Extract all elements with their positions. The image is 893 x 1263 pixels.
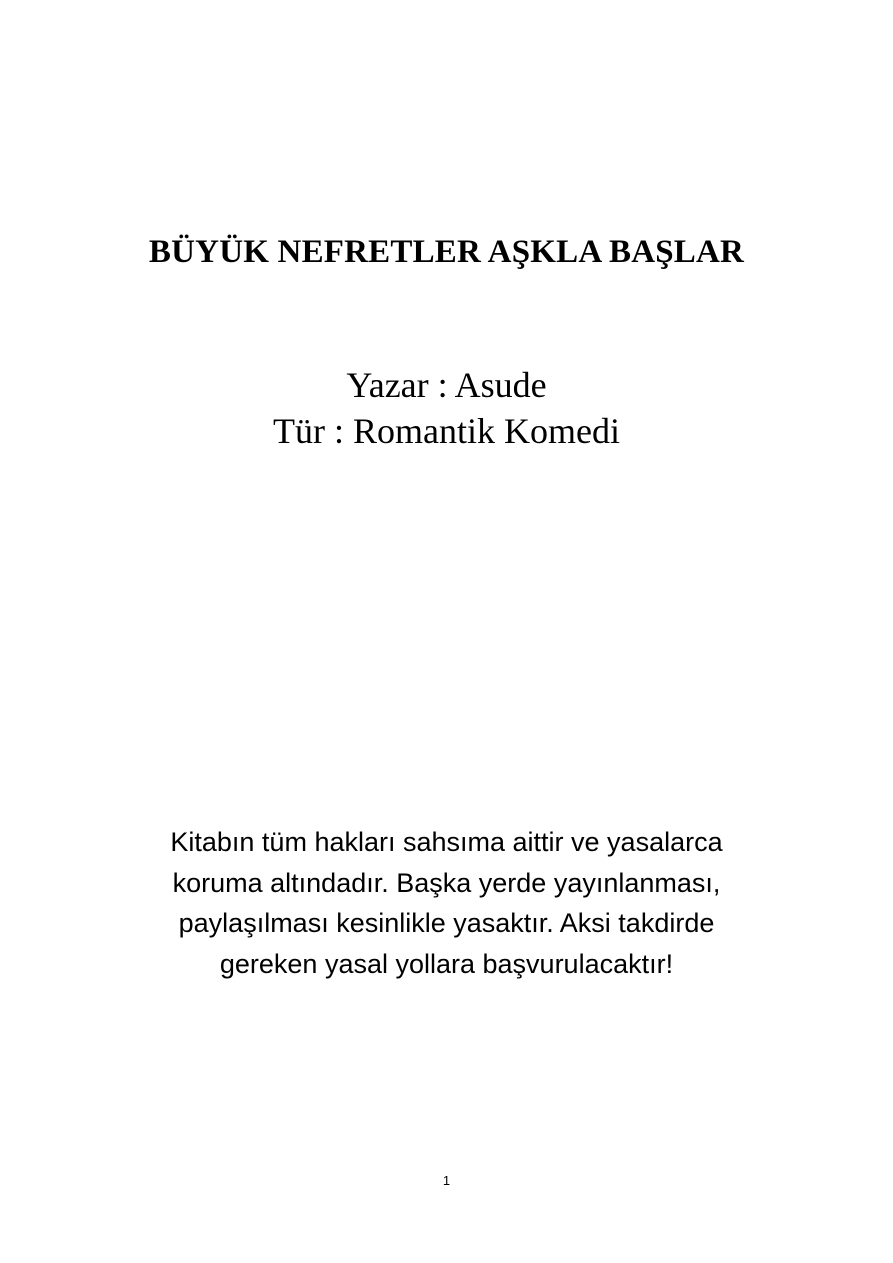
copyright-line: koruma altındadır. Başka yerde yayınlanması,	[172, 867, 721, 898]
page-number: 1	[442, 1173, 451, 1188]
copyright-line: paylaşılması kesinlikle yasaktır. Aksi takdirde	[178, 908, 715, 938]
author-line: Yazar : Asude	[346, 365, 547, 405]
copyright-notice	[100, 822, 793, 984]
copyright-line: gereken yasal yollara başvurulacaktır!	[219, 948, 674, 979]
book-meta	[0, 362, 893, 454]
genre-line: Tür : Romantik Komedi	[273, 411, 620, 451]
copyright-line: Kitabın tüm hakları sahsıma aittir ve yasalarca	[170, 827, 723, 857]
book-title: BÜYÜK NEFRETLER AŞKLA BAŞLAR	[148, 234, 745, 270]
